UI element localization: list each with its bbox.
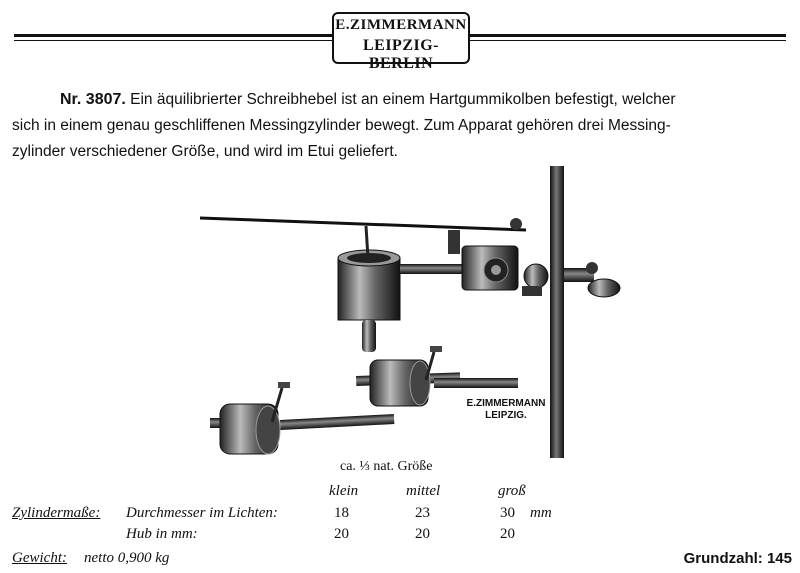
- row-hub-label: Hub in mm:: [126, 526, 198, 542]
- row-diameter-label: Durchmesser im Lichten:: [126, 505, 278, 521]
- description-line-2: sich in einem genau geschliffenen Messingzylinder bewegt. Zum Apparat gehören drei Messing-: [12, 117, 671, 134]
- weight-label: Gewicht:: [12, 550, 67, 566]
- weight-value: netto 0,900 kg: [84, 550, 170, 566]
- hub-klein: 20: [334, 526, 349, 542]
- writing-lever: [200, 218, 526, 230]
- description-line-1: Ein äquilibrierter Schreibhebel ist an einem Hartgummikolben befestigt, welcher: [130, 91, 676, 108]
- stand-rod: [550, 166, 564, 458]
- diameter-klein: 18: [334, 505, 349, 521]
- hub-mittel: 20: [415, 526, 430, 542]
- diameter-unit: mm: [530, 505, 552, 521]
- header-rule-right: [466, 34, 786, 37]
- main-cylinder: [338, 258, 400, 320]
- dimensions-label: Zylindermaße:: [12, 505, 101, 521]
- scale-caption: ca. ⅓ nat. Größe: [340, 459, 433, 474]
- product-description: [12, 87, 796, 167]
- header-rule-left-thin: [14, 40, 332, 41]
- logo-cities: LEIPZIG-BERLIN: [362, 37, 439, 72]
- col-gross: groß: [498, 483, 526, 499]
- grundzahl: Grundzahl: 145: [683, 550, 792, 567]
- stamp-line-2: LEIPZIG.: [485, 410, 527, 421]
- apparatus-illustration: [196, 160, 626, 460]
- col-klein: klein: [329, 483, 359, 499]
- stamp-line-1: E.ZIMMERMANN: [466, 398, 546, 409]
- header-rule-left: [14, 34, 332, 37]
- logo-name: E.ZIMMERMANN: [335, 17, 467, 33]
- hub-gross: 20: [500, 526, 515, 542]
- diameter-gross: 30: [500, 505, 515, 521]
- company-logo: [332, 12, 470, 72]
- product-number: Nr. 3807.: [60, 91, 126, 108]
- description-line-3: zylinder verschiedener Größe, und wird im Etui geliefert.: [12, 143, 398, 160]
- diameter-mittel: 23: [415, 505, 430, 521]
- col-mittel: mittel: [406, 483, 441, 499]
- header-rule-right-thin: [466, 40, 786, 41]
